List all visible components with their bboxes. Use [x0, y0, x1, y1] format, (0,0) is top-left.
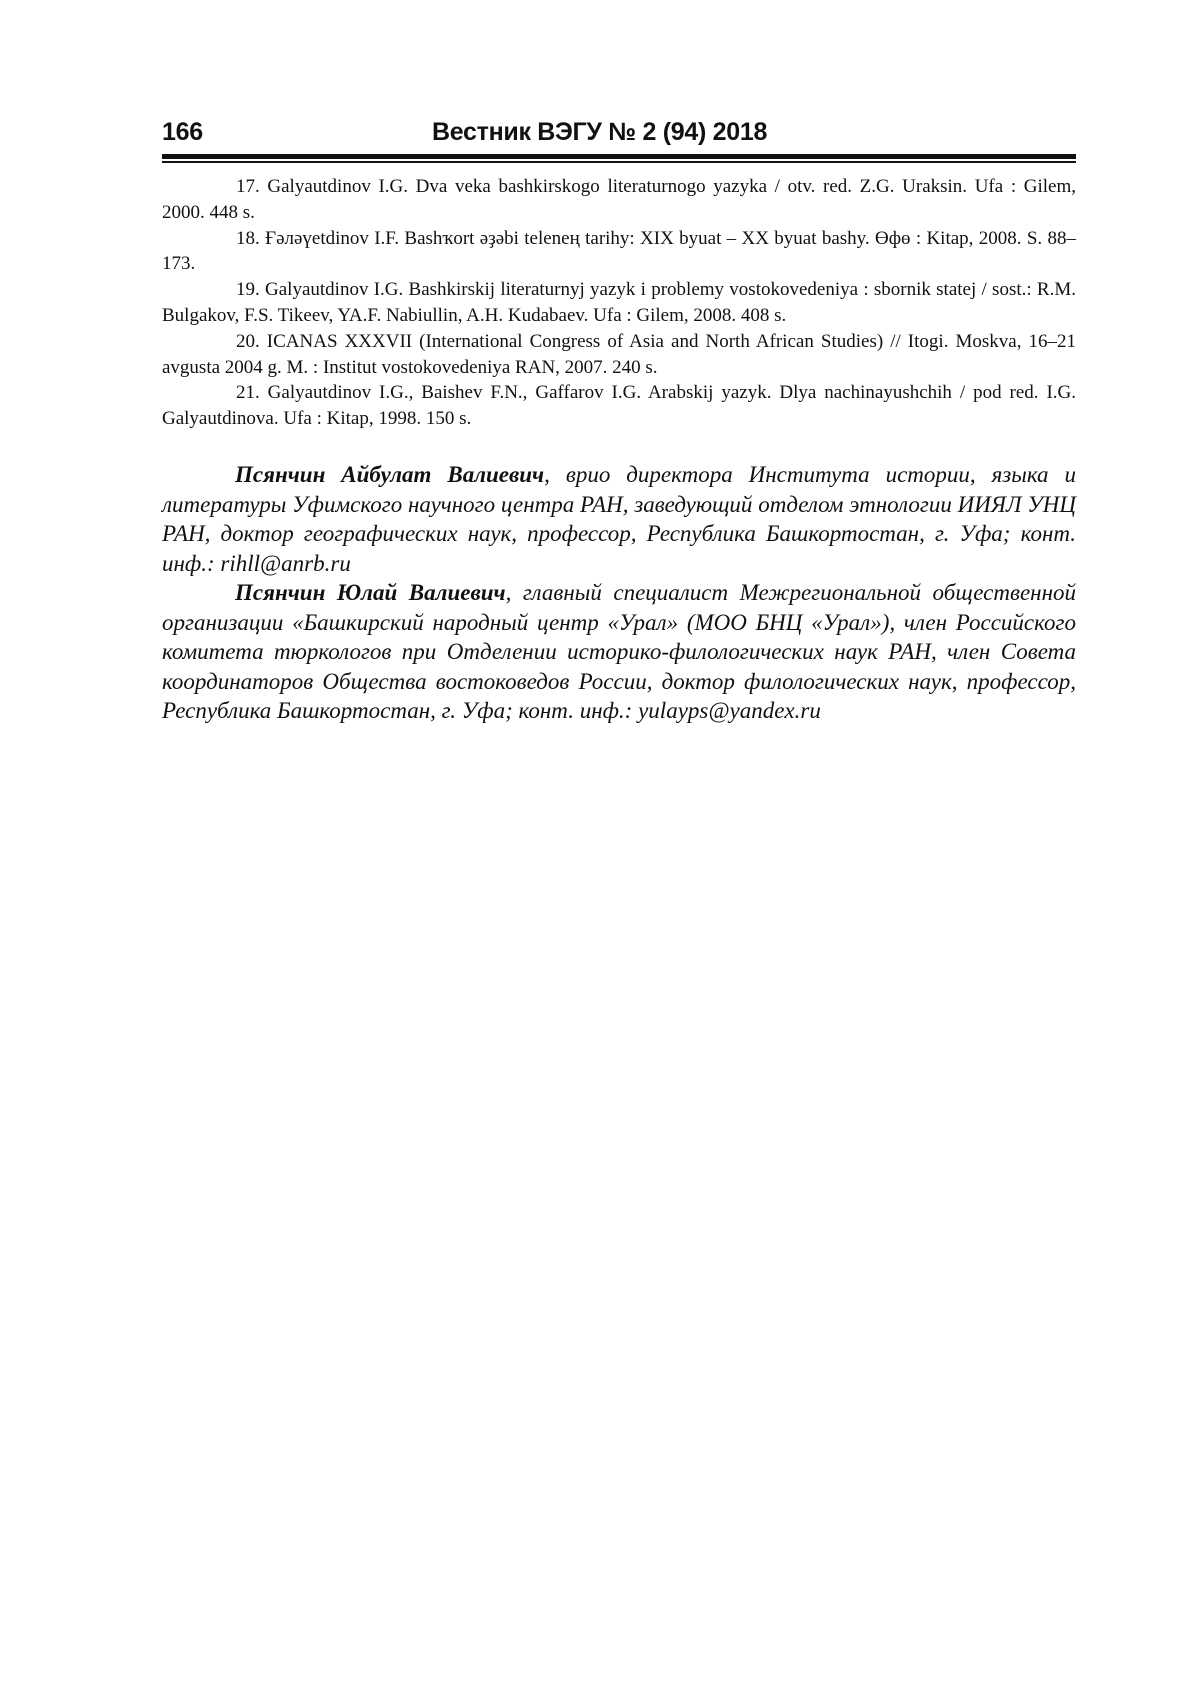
author-name: Псянчин Юлай Валиевич [235, 580, 506, 605]
running-header [162, 117, 1076, 147]
author-details: , главный специалист Межрегиональной общественной организации «Башкирский народный центр «Урал» (МОО БНЦ «Урал»), член Российского комитета тюркологов при Отделении историко-филологических наук РАН, член Совета координаторов Общества востоковедов России, доктор филологических наук, профессор, Республика Башкортостан, г. Уфа; конт. инф.: yulayps@yandex.ru [162, 580, 1076, 723]
page-number: 166 [162, 118, 203, 146]
author-details: , врио директора Института истории, языка и литературы Уфимского научного центра РАН, заведующий отделом этнологии ИИЯЛ УНЦ РАН, доктор географических наук, профессор, Республика Башкортостан, г. Уфа; конт. инф.: rihll@anrb.ru [162, 462, 1076, 576]
journal-title: Вестник ВЭГУ № 2 (94) 2018 [432, 118, 768, 146]
author-entry [162, 460, 1076, 578]
reference-item: 20. ICANAS XXXVII (International Congress of Asia and North African Studies) // Itogi. Moskva, 16–21 avgusta 2004 g. M. : Institut vostokovedeniya RAN, 2007. 240 s. [162, 330, 1076, 378]
reference-item: 17. Galyautdinov I.G. Dva veka bashkirskogo literaturnogo yazyka / otv. red. Z.G. Uraksin. Ufa : Gilem, 2000. 448 s. [162, 176, 1076, 223]
reference-item: 18. Ғәләүetdinov I.F. Bashҡort әҙәbi telenең tarihy: XIX byuat – XX byuat bashy. Өфө : Kitap, 2008. S. 88–173. [162, 227, 1076, 275]
header-rule-thick [162, 154, 1076, 159]
author-entry [162, 578, 1076, 726]
reference-item: 21. Galyautdinov I.G., Baishev F.N., Gaffarov I.G. Arabskij yazyk. Dlya nachinayushchih / pod red. I.G. Galyautdinova. Ufa : Kitap, 1998. 150 s. [162, 382, 1076, 430]
reference-item: 19. Galyautdinov I.G. Bashkirskij literaturnyj yazyk i problemy vostokovedeniya : sbornik statej / sost.: R.M. Bulgakov, F.S. Tikeev, YA.F. Nabiullin, A.H. Kudabaev. Ufa : Gilem, 2008. 408 s. [162, 279, 1076, 326]
author-info-section [162, 460, 1076, 726]
header-rule-thin [162, 161, 1076, 163]
author-name: Псянчин Айбулат Валиевич [235, 462, 545, 487]
reference-list [162, 174, 1076, 432]
